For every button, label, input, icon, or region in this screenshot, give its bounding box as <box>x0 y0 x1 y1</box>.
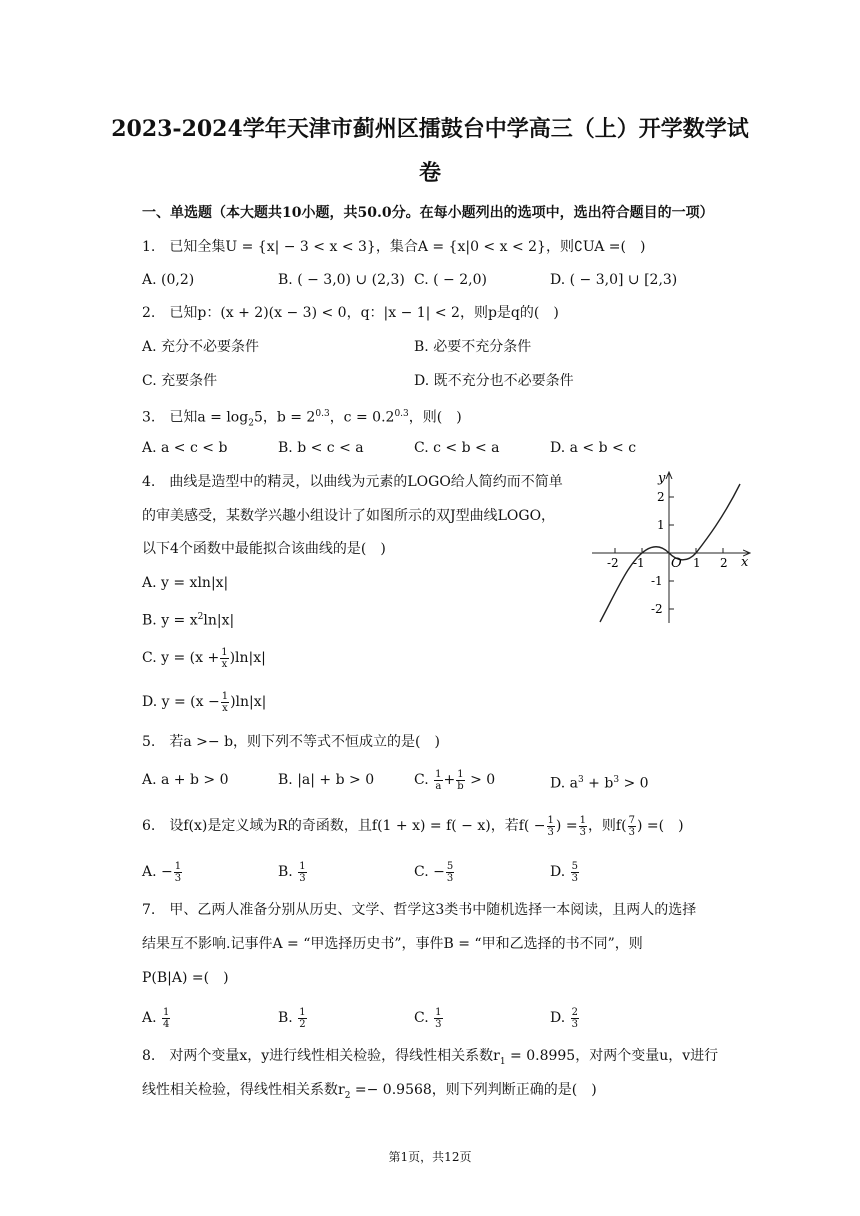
question-3-option-c: C. c < b < a <box>414 440 500 456</box>
question-4-line-3: 以下4个函数中最能拟合该曲线的是( ) <box>142 541 386 557</box>
question-7-option-d: D. $\frac{2}{3}$ <box>550 1006 579 1030</box>
x-tick-label: -1 <box>633 556 645 570</box>
question-6-option-d: D. $\frac{5}{3}$ <box>550 860 579 884</box>
question-5-option-d: D. $a^3 + b^3 > 0$ <box>550 775 649 792</box>
question-2-stem: 2. 已知p：(x + 2)(x − 3) < 0，q：|x − 1| < 2，则p是q的( ) <box>142 305 559 321</box>
question-7-option-c: C. $\frac{1}{3}$ <box>414 1006 442 1030</box>
question-8-line-1: 8. 对两个变量x，y进行线性相关检验，得线性相关系数$r_1 = 0.8995$，对两个变量u，v进行 <box>142 1048 719 1067</box>
y-tick-label: 1 <box>657 518 665 532</box>
question-4-option-a: A. y = xln|x| <box>142 575 229 591</box>
question-4-graph <box>588 468 758 628</box>
question-6-option-c: C. − $\frac{5}{3}$ <box>414 860 454 884</box>
question-5-option-b: B. |a| + b > 0 <box>278 772 375 788</box>
question-1-option-d: D. ( − 3,0] ∪ [2,3) <box>550 272 678 288</box>
section-heading: 一、单选题（本大题共10小题，共50.0分。在每小题列出的选项中，选出符合题目的一项） <box>142 205 714 221</box>
question-1-stem: 1. 已知全集U = {x| − 3 < x < 3}，集合A = {x|0 < x < 2}，则∁UA =( ) <box>142 239 646 255</box>
question-4-line-2: 的审美感受，某数学兴趣小组设计了如图所示的双J型曲线LOGO， <box>142 508 556 524</box>
question-1-option-a: A. (0,2) <box>142 272 195 288</box>
question-7-line-2: 结果互不影响.记事件A = “甲选择历史书”，事件B = “甲和乙选择的书不同”，则 <box>142 936 643 952</box>
question-6-stem: 6. 设f(x)是定义域为R的奇函数，且f(1 + x) = f( − x)，若f( − $\frac{1}{3}$ ) = $\frac{1}{3}$ ，则f( $\frac{7}{3}$ ) =( ) <box>142 814 684 838</box>
question-2-option-a: A. 充分不必要条件 <box>142 339 260 355</box>
y-tick-label: 2 <box>657 490 665 504</box>
page-title: 2023-2024学年天津市蓟州区擂鼓台中学高三（上）开学数学试 <box>111 116 749 142</box>
question-7-option-b: B. $\frac{1}{2}$ <box>278 1006 306 1030</box>
y-tick-label: -1 <box>651 574 663 588</box>
question-7-line-1: 7. 甲、乙两人准备分别从历史、文学、哲学这3类书中随机选择一本阅读，且两人的选择 <box>142 902 697 918</box>
question-8-line-2: 线性相关检验，得线性相关系数$r_2 =- 0.9568$，则下列判断正确的是( ) <box>142 1082 597 1101</box>
question-7-option-a: A. $\frac{1}{4}$ <box>142 1006 170 1030</box>
question-5-option-a: A. a + b > 0 <box>142 772 229 788</box>
question-7-line-3: P(B|A) =( ) <box>142 970 229 986</box>
y-tick-label: -2 <box>651 602 663 616</box>
question-6-option-a: A. − $\frac{1}{3}$ <box>142 860 182 884</box>
question-3-stem: 3. 已知$a = \log_25$，$b = 2^{0.3}$，$c = 0.2^{0.3}$，则( ) <box>142 409 462 429</box>
page-title-continued: 卷 <box>418 160 441 186</box>
question-6-option-b: B. $\frac{1}{3}$ <box>278 860 306 884</box>
question-1-option-c: C. ( − 2,0) <box>414 272 487 288</box>
question-5-option-c: C. $\frac{1}{a}$ + $\frac{1}{b}$ > 0 <box>414 768 496 792</box>
x-tick-label: -2 <box>607 556 619 570</box>
x-tick-label: 1 <box>693 556 701 570</box>
x-tick-label: 2 <box>720 556 728 570</box>
origin-label: O <box>671 556 682 571</box>
question-5-stem: 5. 若a >− b，则下列不等式不恒成立的是( ) <box>142 734 440 750</box>
question-3-option-d: D. a < b < c <box>550 440 637 456</box>
page-footer: 第1页，共12页 <box>388 1150 472 1164</box>
question-4-option-b: B. $y = x^2\ln|x|$ <box>142 612 235 629</box>
question-4-option-d: D. y = (x − $\frac{1}{x}$ )ln|x| <box>142 690 267 714</box>
question-4-option-c: C. y = (x + $\frac{1}{x}$ )ln|x| <box>142 646 266 670</box>
question-2-option-b: B. 必要不充分条件 <box>414 339 532 355</box>
question-2-option-d: D. 既不充分也不必要条件 <box>414 373 574 389</box>
question-3-option-b: B. b < c < a <box>278 440 364 456</box>
question-4-line-1: 4. 曲线是造型中的精灵，以曲线为元素的LOGO给人简约而不简单 <box>142 474 563 490</box>
y-axis-label: y <box>658 471 666 486</box>
question-3-option-a: A. a < c < b <box>142 440 228 456</box>
question-2-option-c: C. 充要条件 <box>142 373 218 389</box>
question-1-option-b: B. ( − 3,0) ∪ (2,3) <box>278 272 405 288</box>
x-axis-label: x <box>741 555 749 570</box>
